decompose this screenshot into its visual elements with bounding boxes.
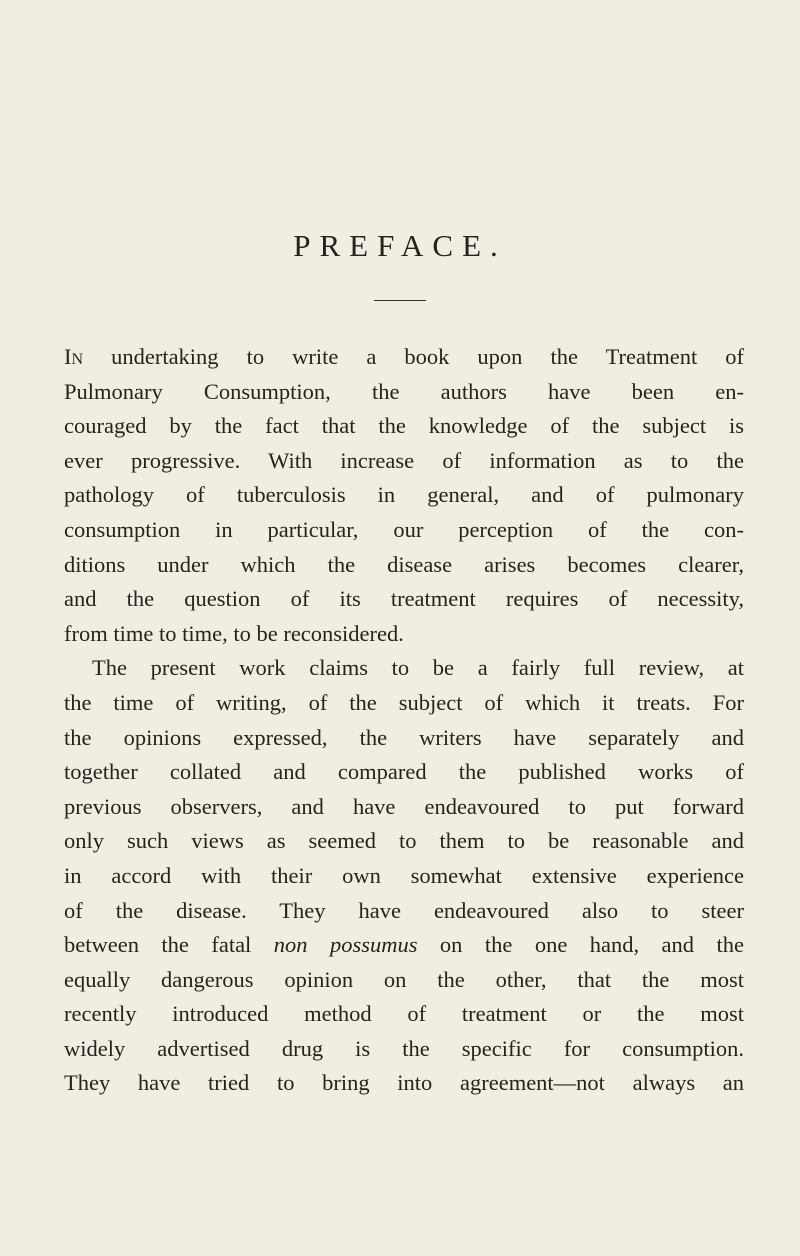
text-line: only such views as seemed to them to be reasonable and — [64, 828, 744, 854]
text-line: recently introduced method of treatment or the most — [64, 1001, 744, 1027]
text-line: ever progressive. With increase of information as to the — [64, 447, 744, 473]
line-text: between the fatal — [64, 932, 274, 958]
text-line: ditions under which the disease arises becomes clearer, — [64, 551, 744, 577]
page-title: PREFACE. — [293, 228, 507, 263]
preface-body — [64, 340, 744, 1101]
text-line: from time to time, to be reconsidered. — [64, 620, 404, 646]
text-line: previous observers, and have endeavoured to put forward — [64, 793, 744, 819]
text-line: widely advertised drug is the specific for consumption. — [64, 1035, 744, 1061]
text-line: the time of writing, of the subject of which it treats. For — [64, 689, 744, 715]
lead-word: In — [64, 344, 84, 369]
line-text: undertaking to write a book upon the Treatment of — [111, 344, 744, 369]
text-line: and the question of its treatment requires of necessity, — [64, 586, 744, 612]
latin-phrase: non possumus — [273, 932, 418, 958]
text-line: couraged by the fact that the knowledge of the subject is — [64, 413, 744, 439]
text-line: The present work claims to be a fairly full review, at — [92, 655, 744, 681]
text-line — [64, 340, 744, 375]
text-line: They have tried to bring into agreement—not always an — [64, 1070, 744, 1096]
text-line: together collated and compared the published works of — [64, 759, 744, 785]
line-text: on the one hand, and the — [417, 932, 744, 958]
title-rule — [374, 300, 426, 301]
text-line: equally dangerous opinion on the other, that the most — [64, 966, 744, 992]
text-line — [64, 928, 744, 963]
text-line: consumption in particular, our perception of the con- — [64, 516, 744, 542]
text-line: of the disease. They have endeavoured also to steer — [64, 897, 744, 923]
text-line: in accord with their own somewhat extensive experience — [64, 862, 744, 888]
text-line: Pulmonary Consumption, the authors have been en- — [64, 378, 744, 404]
text-line: pathology of tuberculosis in general, and of pulmonary — [64, 482, 744, 508]
text-line: the opinions expressed, the writers have separately and — [64, 724, 744, 750]
